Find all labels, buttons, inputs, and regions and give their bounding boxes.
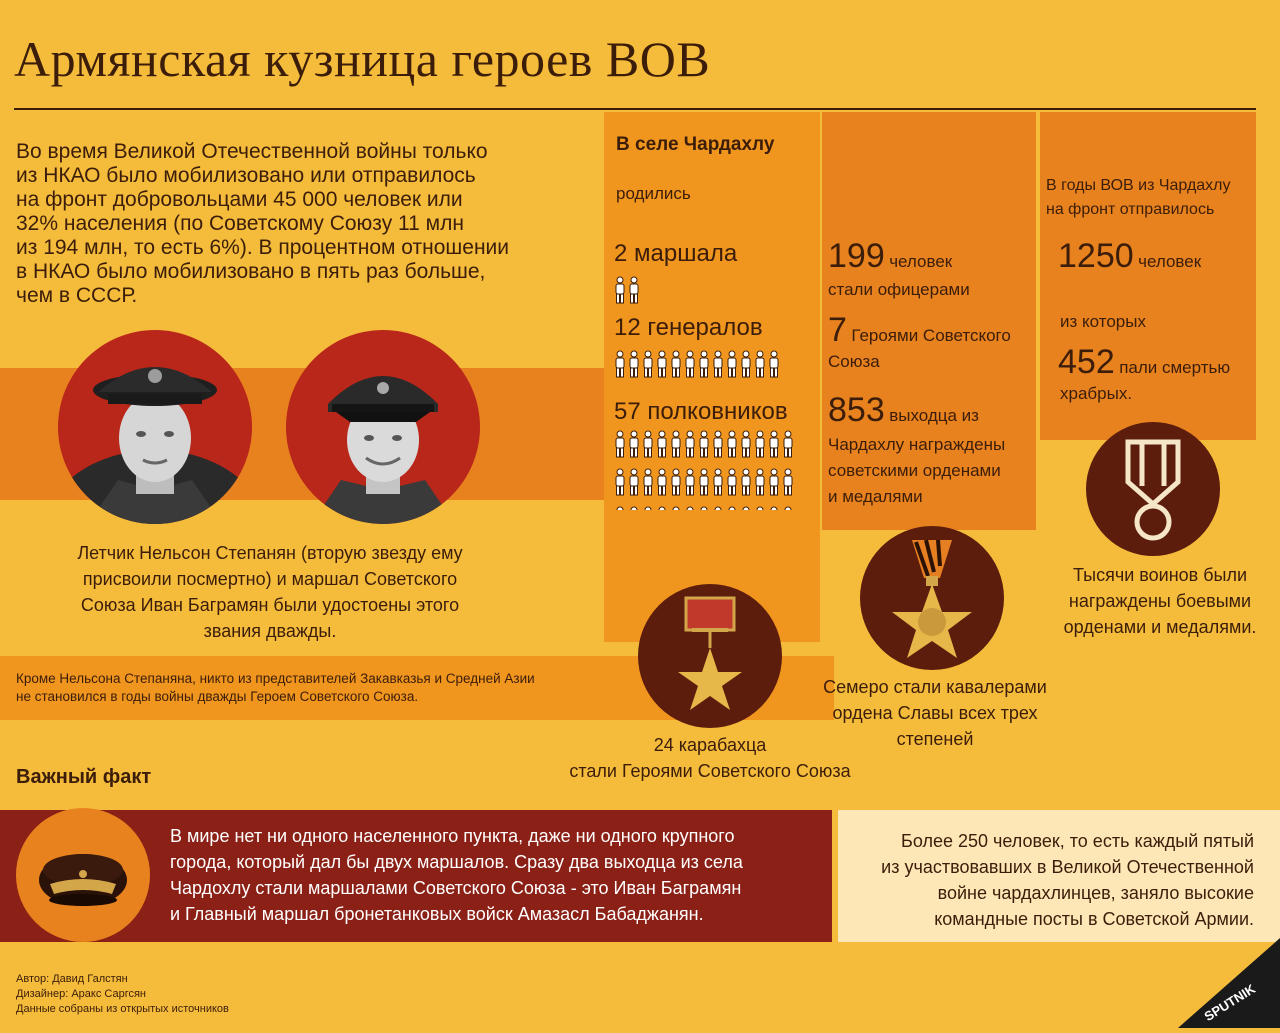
note-line: Кроме Нельсона Степаняна, никто из представителей Закавказья и Средней Азии	[16, 671, 535, 686]
front-unit: человек	[1138, 252, 1202, 271]
person-icon	[754, 468, 766, 496]
person-icon	[712, 430, 724, 458]
fact-line: города, который дал бы двух маршалов. Сразу два выходца из села	[170, 852, 743, 872]
person-icon	[754, 350, 766, 378]
person-icon	[670, 430, 682, 458]
credit-designer: Дизайнер: Аракс Саргсян	[16, 988, 146, 1000]
hero-caption-line: 24 карабахца	[653, 735, 767, 755]
person-icon	[726, 430, 738, 458]
intro-line: чем в СССР.	[16, 284, 138, 307]
person-icon	[768, 350, 780, 378]
command-posts-line: войне чардахлинцев, заняло высокие	[937, 883, 1254, 903]
credits	[16, 972, 229, 1017]
person-icon	[782, 430, 794, 458]
person-icon	[712, 350, 724, 378]
person-icon	[614, 350, 626, 378]
marshal-cap-badge	[16, 808, 150, 942]
column1-subheading: родились	[616, 184, 691, 203]
person-icon	[712, 506, 724, 510]
person-icon	[670, 506, 682, 510]
person-icon	[628, 350, 640, 378]
person-icon	[684, 350, 696, 378]
fallen-label-cont: храбрых.	[1060, 384, 1133, 403]
awarded-stat	[828, 392, 979, 428]
awarded-line: Чардахлу награждены	[828, 435, 1006, 454]
person-icon	[698, 430, 710, 458]
person-icon	[698, 506, 710, 510]
person-icon	[670, 350, 682, 378]
front-heading	[1046, 174, 1231, 222]
person-icon	[726, 506, 738, 510]
awarded-line: советскими орденами	[828, 461, 1001, 480]
of-which-label: из которых	[1060, 312, 1146, 331]
generals-pictogram-row	[614, 350, 780, 378]
glory-caption-line: степеней	[896, 729, 974, 749]
person-icon	[628, 506, 640, 510]
caption-line: звания дважды.	[203, 621, 337, 641]
person-icon	[684, 468, 696, 496]
twice-hero-note	[16, 670, 596, 706]
glory-caption-line: ордена Славы всех трех	[832, 703, 1038, 723]
person-icon	[768, 506, 780, 510]
person-icon	[656, 350, 668, 378]
orders-caption-line: орденами и медалями.	[1063, 617, 1257, 637]
order-of-glory-icon	[860, 526, 1004, 670]
portraits-caption	[40, 540, 500, 644]
person-icon	[768, 468, 780, 496]
person-icon	[614, 430, 626, 458]
person-icon	[656, 506, 668, 510]
note-line: не становился в годы войны дважды Героем Советского Союза.	[16, 689, 419, 704]
person-icon	[670, 468, 682, 496]
heroes-number: 7	[828, 311, 847, 349]
person-icon	[642, 350, 654, 378]
fact-line: В мире нет ни одного населенного пункта, даже ни одного крупного	[170, 826, 735, 846]
person-icon	[768, 430, 780, 458]
important-fact-title: Важный факт	[16, 766, 152, 788]
colonels-pictogram-grid	[614, 430, 814, 510]
heroes-label-cont: Союза	[828, 352, 880, 371]
intro-paragraph	[16, 140, 596, 308]
person-icon	[726, 350, 738, 378]
person-icon	[740, 430, 752, 458]
person-icon	[642, 430, 654, 458]
person-icon	[628, 430, 640, 458]
glory-caption-line: Семеро стали кавалерами	[823, 677, 1047, 697]
intro-line: в НКАО было мобилизовано в пять раз больше,	[16, 260, 486, 283]
portrait-stepanyan	[286, 330, 480, 524]
front-heading-line: В годы ВОВ из Чардахлу	[1046, 177, 1231, 194]
combat-orders-medal	[1086, 422, 1220, 556]
medal-ribbon-icon	[1086, 422, 1220, 556]
order-of-glory-medal	[860, 526, 1004, 670]
intro-line: на фронт добровольцами 45 000 человек или	[16, 188, 463, 211]
credit-source: Данные собраны из открытых источников	[16, 1003, 229, 1015]
officers-stat	[828, 238, 952, 274]
portrait-bagramyan	[58, 330, 252, 524]
officers-number: 199	[828, 237, 885, 275]
person-icon	[712, 468, 724, 496]
awarded-label: выходца из	[889, 406, 979, 425]
fallen-label: пали смертью	[1119, 358, 1231, 377]
hero-caption-line: стали Героями Советского Союза	[569, 761, 851, 781]
person-icon	[628, 276, 640, 304]
front-number: 1250	[1058, 237, 1134, 275]
credit-author: Автор: Давид Галстян	[16, 973, 128, 985]
person-icon	[656, 468, 668, 496]
person-icon	[698, 350, 710, 378]
fact-line: и Главный маршал бронетанковых войск Амазасл Бабаджанян.	[170, 904, 704, 924]
person-icon	[782, 468, 794, 496]
officers-unit: человек	[889, 252, 953, 271]
marshal-cap-icon	[16, 808, 150, 942]
intro-line: из НКАО было мобилизовано или отправилось	[16, 164, 476, 187]
command-posts-line: из участвовавших в Великой Отечественной	[881, 857, 1254, 877]
sputnik-logo-text: SPUTNIK	[1201, 981, 1258, 1025]
marshals-count: 2 маршала	[614, 240, 738, 267]
hero-star-medal	[638, 584, 782, 728]
marshals-pictogram-row	[614, 276, 640, 304]
person-icon	[698, 468, 710, 496]
person-icon	[684, 506, 696, 510]
awarded-line: и медалями	[828, 487, 923, 506]
person-icon	[642, 506, 654, 510]
awarded-label-cont	[828, 432, 1005, 510]
caption-line: Летчик Нельсон Степанян (вторую звезду ему	[77, 543, 463, 563]
sputnik-logo	[1178, 938, 1280, 1028]
orders-caption	[1040, 562, 1280, 640]
intro-line: Во время Великой Отечественной войны только	[16, 140, 488, 163]
glory-caption	[800, 674, 1070, 752]
title-divider	[14, 108, 1256, 110]
person-icon	[740, 350, 752, 378]
caption-line: присвоили посмертно) и маршал Советского	[82, 569, 458, 589]
orders-caption-line: награждены боевыми	[1068, 591, 1252, 611]
intro-line: 32% населения (по Советскому Союзу 11 млн	[16, 212, 464, 235]
person-icon	[614, 276, 626, 304]
page-title: Армянская кузница героев ВОВ	[14, 31, 711, 87]
colonels-count: 57 полковников	[614, 398, 788, 425]
command-posts-line: Более 250 человек, то есть каждый пятый	[901, 831, 1254, 851]
person-icon	[642, 468, 654, 496]
sputnik-logo-icon	[1178, 938, 1280, 1028]
marshal-portrait-icon	[58, 330, 252, 524]
person-icon	[628, 468, 640, 496]
column1-heading: В селе Чардахлу	[616, 134, 775, 155]
fallen-stat	[1058, 344, 1230, 380]
officers-label: стали офицерами	[828, 280, 970, 299]
front-heading-line: на фронт отправилось	[1046, 201, 1215, 218]
fact-line: Чардохлу стали маршалами Советского Союза - это Иван Баграмян	[170, 878, 742, 898]
command-posts-text	[848, 828, 1254, 932]
front-stat	[1058, 238, 1201, 274]
gold-star-medal-icon	[638, 584, 782, 728]
generals-count: 12 генералов	[614, 314, 763, 341]
intro-line: из 194 млн, то есть 6%). В процентном отношении	[16, 236, 510, 259]
command-posts-line: командные посты в Советской Армии.	[934, 909, 1254, 929]
pilot-portrait-icon	[286, 330, 480, 524]
heroes-stat	[828, 312, 1040, 348]
person-icon	[614, 468, 626, 496]
person-icon	[740, 468, 752, 496]
colonels-row	[614, 506, 814, 510]
important-fact-text	[170, 823, 810, 927]
person-icon	[684, 430, 696, 458]
colonels-row	[614, 468, 814, 496]
person-icon	[754, 506, 766, 510]
awarded-number: 853	[828, 391, 885, 429]
person-icon	[656, 430, 668, 458]
orders-caption-line: Тысячи воинов были	[1072, 565, 1248, 585]
person-icon	[782, 506, 794, 510]
caption-line: Союза Иван Баграмян были удостоены этого	[80, 595, 460, 615]
colonels-row	[614, 430, 814, 458]
fallen-number: 452	[1058, 343, 1115, 381]
person-icon	[740, 506, 752, 510]
person-icon	[754, 430, 766, 458]
heroes-label: Героями Советского	[851, 326, 1011, 345]
person-icon	[726, 468, 738, 496]
person-icon	[614, 506, 626, 510]
